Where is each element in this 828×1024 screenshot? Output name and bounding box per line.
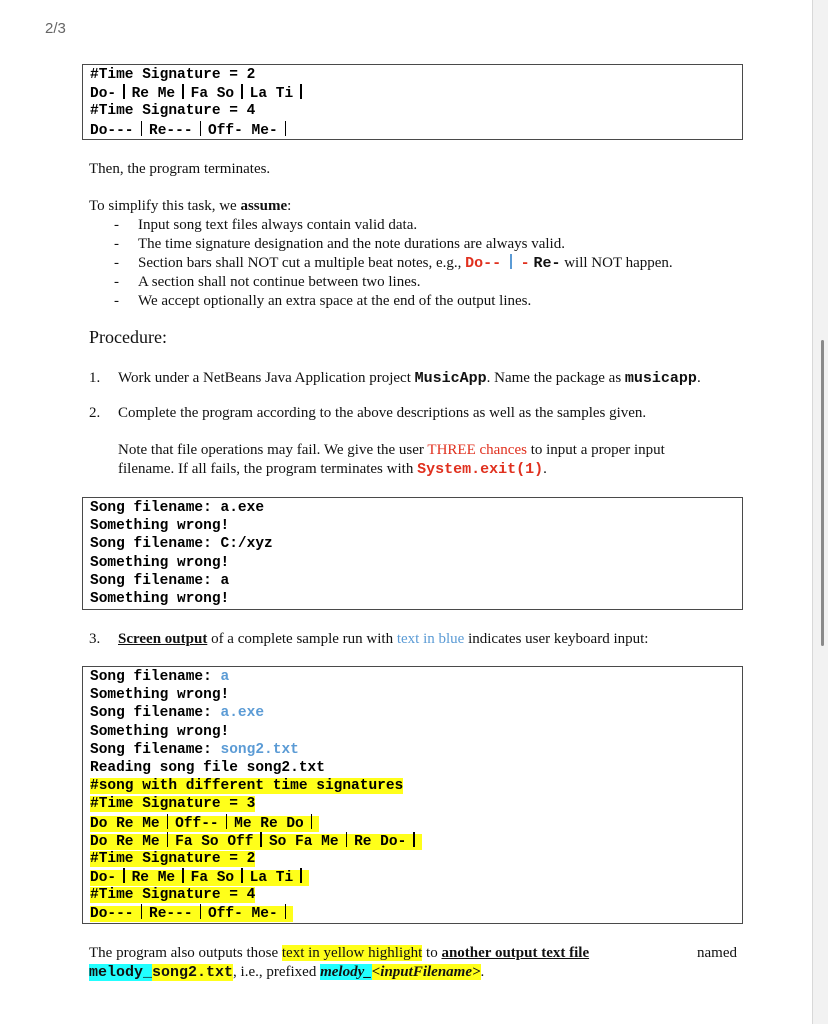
- code-line: Song filename: C:/xyz: [90, 536, 273, 553]
- code-line: Song filename: a: [90, 669, 230, 685]
- code-line: Something wrong!: [90, 554, 230, 571]
- bullet-dash: -: [114, 217, 119, 233]
- step-number: 1.: [89, 370, 101, 386]
- footer-line-2: melody_song2.txt, i.e., prefixed melody_<inputFilename>.: [89, 964, 485, 981]
- bullet-dash: -: [114, 293, 119, 309]
- assume-bullet: Section bars shall NOT cut a multiple beat notes, e.g., Do-- - Re- will NOT happen.: [138, 255, 673, 272]
- note-line-2: filename. If all fails, the program terminates with System.exit(1).: [118, 461, 547, 478]
- assume-bullet: Input song text files always contain valid data.: [138, 217, 418, 233]
- paragraph-terminates: Then, the program terminates.: [89, 161, 271, 177]
- code-line: Do Re Me Off-- Me Re Do: [90, 814, 742, 832]
- code-line: Do--- Re--- Off- Me-: [90, 904, 742, 922]
- bullet-dash: -: [114, 236, 119, 252]
- code-line: Something wrong!: [90, 518, 230, 535]
- code-line: Reading song file song2.txt: [90, 759, 325, 776]
- assume-bullet: The time signature designation and the note durations are always valid.: [138, 236, 565, 252]
- step-number: 2.: [89, 405, 101, 421]
- step-1-text: Work under a NetBeans Java Application project MusicApp. Name the package as musicapp.: [118, 370, 701, 387]
- failure-sample-box: [82, 497, 743, 610]
- step-3-text: Screen output of a complete sample run with text in blue indicates user keyboard input:: [118, 631, 649, 647]
- footer-line-1: The program also outputs those text in yellow highlight to another output text file named: [89, 945, 737, 961]
- code-line: #Time Signature = 2: [90, 850, 256, 867]
- output-sample-box: [82, 64, 743, 140]
- code-line: Do--- Re--- Off- Me-: [90, 121, 742, 139]
- code-line: #Time Signature = 3: [90, 796, 256, 813]
- assume-bullet: We accept optionally an extra space at the end of the output lines.: [138, 293, 532, 309]
- code-line: #Time Signature = 4: [90, 103, 256, 120]
- step-number: 3.: [89, 631, 101, 647]
- bullet-dash: -: [114, 274, 119, 290]
- code-line: Song filename: song2.txt: [90, 741, 299, 758]
- assume-intro: To simplify this task, we assume:: [89, 198, 292, 214]
- complete-run-box: [82, 666, 743, 924]
- bullet-dash: -: [114, 255, 119, 271]
- page-indicator: 2/3: [45, 20, 66, 37]
- code-line: Song filename: a: [90, 572, 230, 589]
- assume-bullet: A section shall not continue between two lines.: [138, 274, 421, 290]
- code-line: Song filename: a.exe: [90, 500, 265, 516]
- code-line: Do Re Me Fa So Off So Fa Me Re Do-: [90, 832, 742, 850]
- procedure-heading: Procedure:: [89, 327, 167, 347]
- note-line-1: Note that file operations may fail. We give the user THREE chances to input a proper input: [118, 442, 665, 458]
- code-line: Something wrong!: [90, 687, 230, 704]
- code-line: #Time Signature = 4: [90, 887, 256, 904]
- step-2-text: Complete the program according to the above descriptions as well as the samples given.: [118, 405, 647, 421]
- code-line: #song with different time signatures: [90, 778, 404, 795]
- code-line: Something wrong!: [90, 723, 230, 740]
- code-line: Do- Re Me Fa So La Ti: [90, 868, 742, 886]
- vertical-scrollbar[interactable]: [821, 340, 824, 646]
- code-line: Do- Re Me Fa So La Ti: [90, 84, 742, 102]
- code-line: Song filename: a.exe: [90, 705, 265, 722]
- code-line: Something wrong!: [90, 590, 230, 607]
- code-line: #Time Signature = 2: [90, 67, 256, 83]
